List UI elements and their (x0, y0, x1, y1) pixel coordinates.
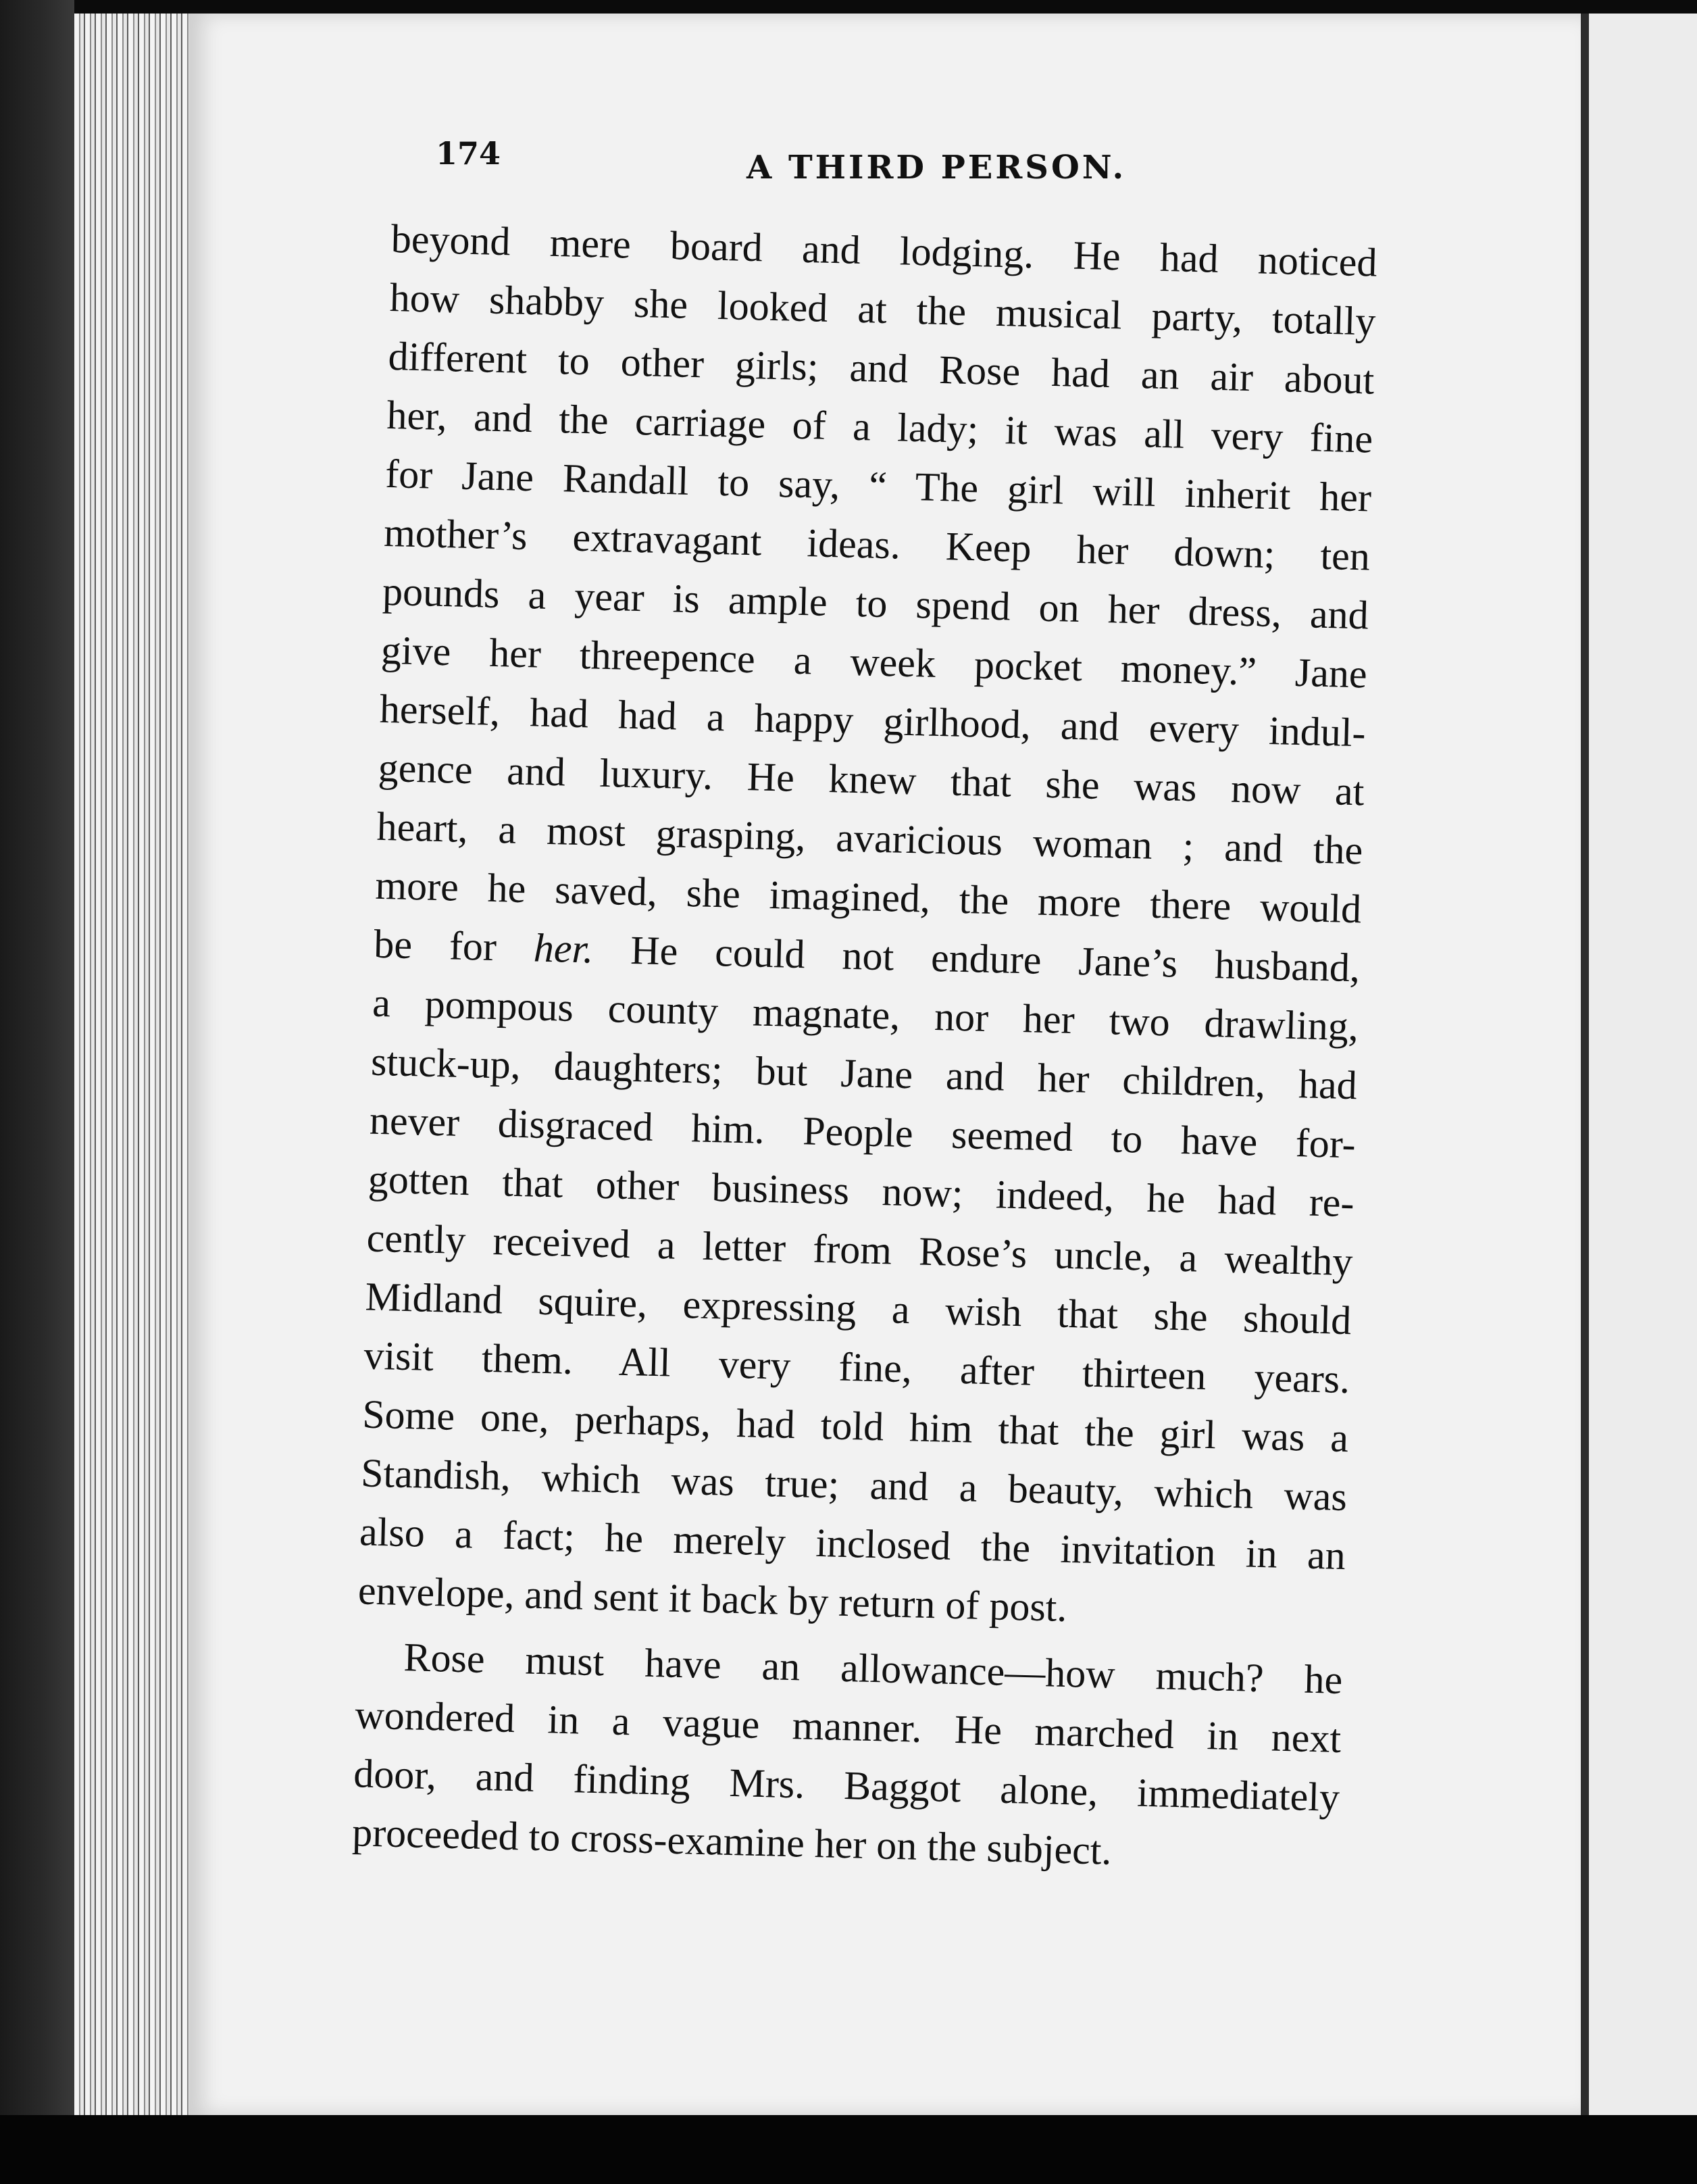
text-line: give her threepence a week pocket money.” Jane (380, 627, 1368, 697)
text-line: door, and finding Mrs. Baggot alone, immediately (353, 1751, 1340, 1820)
facing-page-edge (1581, 14, 1697, 2115)
page-number: 174 (436, 135, 501, 172)
text-line: visit them. All very fine, after thirteen years. (363, 1333, 1350, 1402)
text-line: heart, a most grasping, avaricious woman ; and the (376, 803, 1364, 873)
text-line: how shabby she looked at the musical party, totally (389, 274, 1377, 344)
text-line: pounds a year is ample to spend on her dress, and (382, 568, 1369, 638)
text-line: more he saved, she imagined, the more there would (374, 862, 1362, 932)
text-line: wondered in a vague manner. He marched in next (354, 1692, 1342, 1761)
emphasis-word: her. (533, 925, 594, 972)
text-line: for Jane Randall to say, “ The girl will inherit her (384, 451, 1372, 520)
scan-border (0, 2115, 1697, 2184)
text-line: gence and luxury. He knew that she was now at (378, 745, 1365, 814)
text-line: her, and the carriage of a lady; it was all very fine (386, 392, 1373, 462)
text-line: Some one, perhaps, had told him that the girl was a (361, 1391, 1349, 1461)
text-line: never disgraced him. People seemed to have for- (369, 1097, 1357, 1167)
text-line: herself, had had a happy girlhood, and every indul- (379, 686, 1367, 755)
text-line: cently received a letter from Rose’s uncle, a wealthy (366, 1215, 1354, 1285)
text-line: Rose must have an allowance—how much? he (403, 1635, 1344, 1703)
text-segment: be for (373, 921, 497, 970)
text-line: gotten that other business now; indeed, he had re- (368, 1156, 1355, 1226)
text-line: also a fact; he merely inclosed the invitation in an (359, 1509, 1346, 1579)
text-segment: He could not endure Jane’s husband, (630, 927, 1361, 991)
text-line: beyond mere board and lodging. He had noticed (390, 216, 1378, 285)
running-head (436, 135, 1368, 196)
body-text (351, 209, 1377, 1886)
text-line: envelope, and sent it back by return of post. (357, 1568, 1068, 1631)
page-edges (74, 14, 189, 2115)
running-title: A THIRD PERSON. (746, 149, 1127, 187)
text-line: Standish, which was true; and a beauty, which was (360, 1450, 1348, 1520)
text-line: proceeded to cross-examine her on the subject. (351, 1810, 1113, 1873)
text-line: Midland squire, expressing a wish that she should (364, 1274, 1352, 1343)
text-line: different to other girls; and Rose had an air about (387, 333, 1375, 403)
book-spine (0, 0, 74, 2184)
text-line: stuck-up, daughters; but Jane and her children, had (370, 1039, 1358, 1108)
text-line: mother’s extravagant ideas. Keep her down; ten (383, 510, 1371, 579)
text-line: a pompous county magnate, nor her two drawling, (372, 980, 1359, 1049)
